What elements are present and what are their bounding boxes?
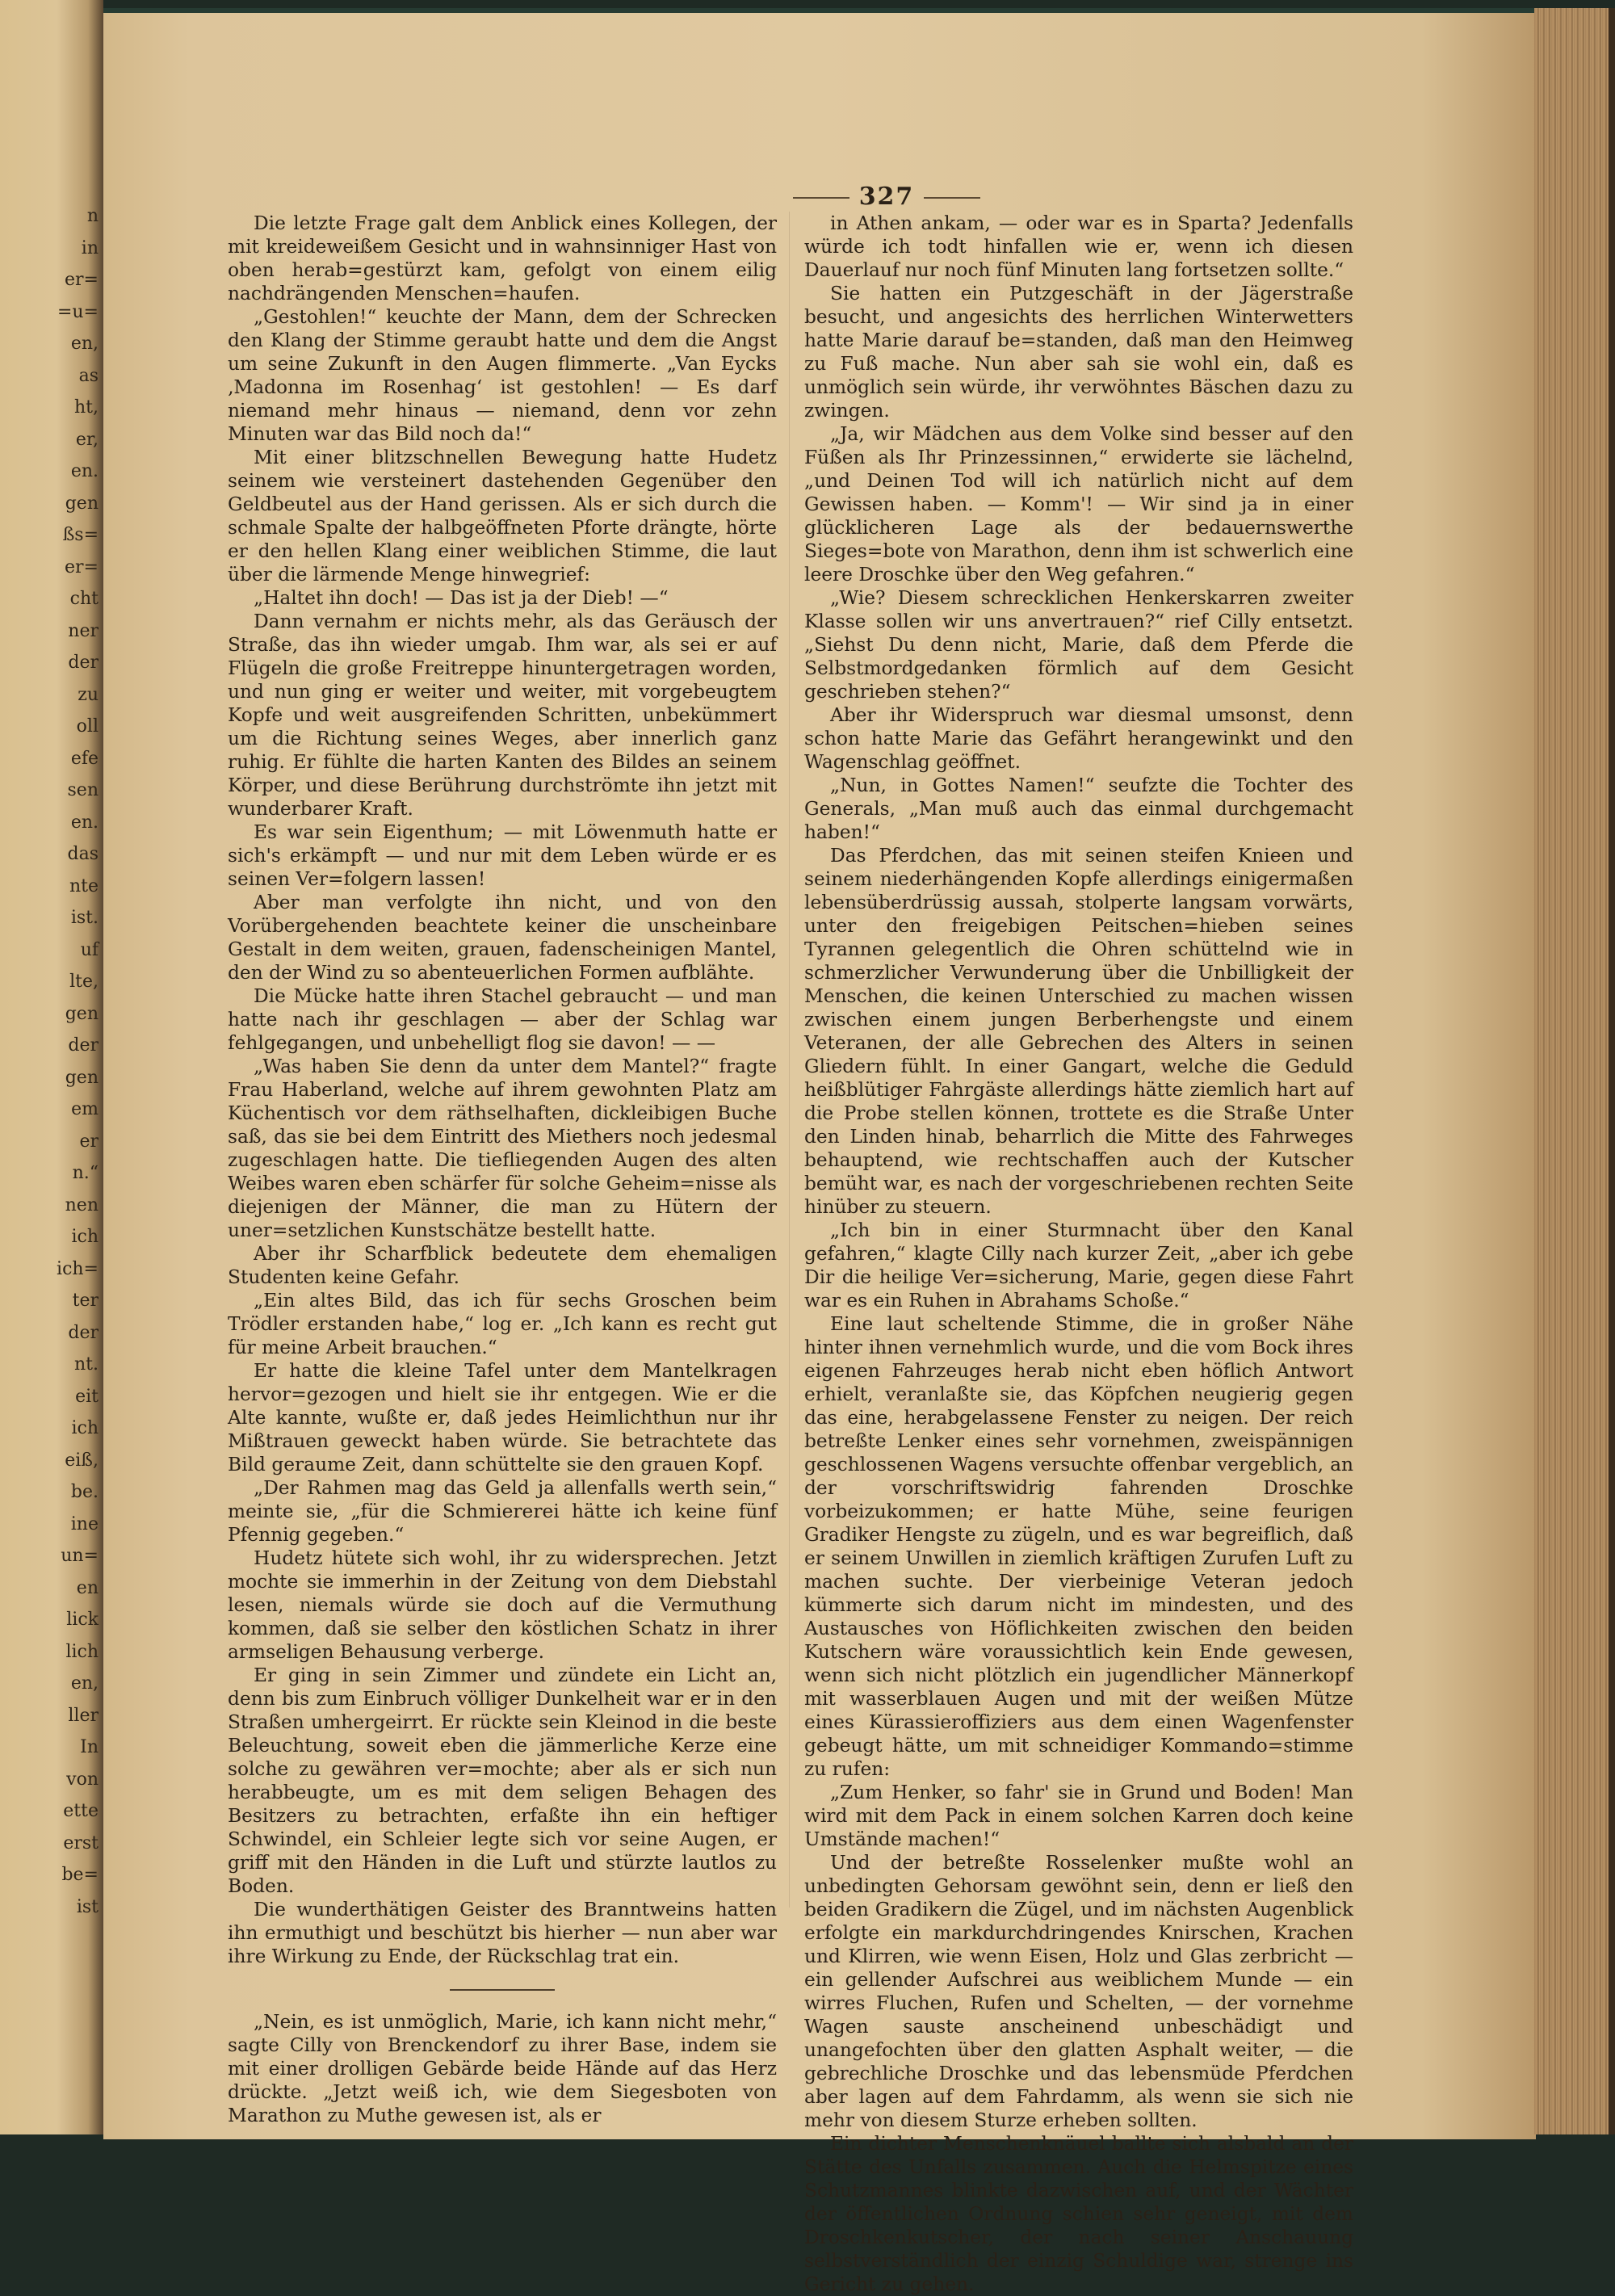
paragraph: Die letzte Frage galt dem Anblick eines Kollegen, der mit kreideweißem Gesicht und in wahnsinniger Hast von oben herab=gestürzt kam, gefolgt von einem eilig nachdrängenden Menschen=haufen. xyxy=(228,212,777,304)
paragraph: „Haltet ihn doch! — Das ist ja der Dieb! —“ xyxy=(254,587,669,609)
book-fore-edge xyxy=(1534,8,1615,2134)
prev-page-fragment: en. xyxy=(70,812,99,833)
prev-page-fragment: n xyxy=(86,206,99,226)
prev-page-fragment: zu xyxy=(78,684,99,705)
header-rule-left xyxy=(793,197,849,199)
paragraph: Mit einer blitzschnellen Bewegung hatte Hudetz seinem wie versteinert dastehenden Gegenüber den Geldbeutel aus der Hand gerissen. Als er sich durch die schmale Spalte der halbgeöffneten Pforte drängte, hörte er den hellen Klang einer weiblichen Stimme, die laut über die lärmende Menge hinwegrief: xyxy=(228,447,777,586)
paragraph: in Athen ankam, — oder war es in Sparta? Jedenfalls würde ich todt hinfallen wie er, wenn ich diesen Dauerlauf nur noch fünf Minuten lang fortsetzen sollte.“ xyxy=(804,212,1353,281)
paragraph: Die wunderthätigen Geister des Branntweins hatten ihn ermuthigt und beschützt bis hierher — nun aber war ihre Wirkung zu Ende, der Rückschlag trat ein. xyxy=(228,1899,777,1967)
prev-page-fragment: eit xyxy=(75,1386,99,1407)
page-number: 327 xyxy=(858,183,915,211)
prev-page-fragment: ich= xyxy=(57,1258,99,1279)
paragraph: Aber man verfolgte ihn nicht, und von den Vorübergehenden beachtete keiner die unscheinbare Gestalt in dem weiten, grauen, fadenscheinigen Mantel, den der Wind zu so abenteuerlichen Formen aufblähte. xyxy=(228,892,777,984)
paragraph: Aber ihr Widerspruch war diesmal umsonst, denn schon hatte Marie das Gefährt herangewinkt und den Wagenschlag geöffnet. xyxy=(804,704,1353,773)
prev-page-fragment: ine xyxy=(70,1513,99,1534)
paragraph: „Nun, in Gottes Namen!“ seufzte die Tochter des Generals, „Man muß auch das einmal durchgemacht haben!“ xyxy=(804,774,1353,843)
prev-page-fragment: nt. xyxy=(73,1354,99,1375)
prev-page-fragment: ist. xyxy=(70,908,99,928)
prev-page-fragment: eiß, xyxy=(65,1450,99,1471)
paragraph: Eine laut scheltende Stimme, die in großer Nähe hinter ihnen vernehmlich wurde, und die vom Bock ihres eigenen Fahrzeuges herab nicht eben höflich Antwort erhielt, veranlaßte sie, das Köpfchen neugierig gegen das eine, herabgelassene Fenster zu neigen. Der reich betreßte Lenker eines sehr vornehmen, zweispännigen geschlossenen Wagens versuchte offenbar vergeblich, an der vorschriftswidrig fahrenden Droschke vorbeizukommen; er hatte Mühe, seine feurigen Gradiker Hengste zu zügeln, und es war begreiflich, daß er seinem Unwillen in ziemlich kräftigen Zurufen Luft zu machen suchte. Der vierbeinige Veteran jedoch kümmerte sich darum nicht im mindesten, und des Austausches von Höflichkeiten zwischen den beiden Kutschern wäre voraussichtlich kein Ende gewesen, wenn sich nicht plötzlich ein jugendlicher Männerkopf mit wasserblauen Augen und mit der weißen Mütze eines Kürassieroffiziers aus dem einen Wagenfenster gebeugt hätte, um mit schneidiger Kommando=stimme zu rufen: xyxy=(804,1313,1353,1780)
prev-page-fragment: er xyxy=(79,1131,99,1152)
prev-page-fragment: nte xyxy=(69,875,99,896)
prev-page-fragment: von xyxy=(66,1769,99,1790)
prev-page-fragment: ner xyxy=(68,620,99,641)
prev-page-fragment: der xyxy=(68,1322,99,1343)
prev-page-fragment: uf xyxy=(80,939,99,960)
prev-page-fragment: =u= xyxy=(57,301,99,322)
paragraph: „Was haben Sie denn da unter dem Mantel?“ fragte Frau Haberland, welche auf ihrem gewohnten Platz am Küchentisch vor dem räthselhaften, dickleibigen Buche saß, das sie bei dem Eintritt des Miethers noch jedesmal zugeschlagen hatte. Die tiefliegenden Augen des alten Weibes waren eben schärfer für solche Geheim=nisse als diejenigen der Männer, die man zu Hütern der uner=setzlichen Kunstschätze bestellt hatte. xyxy=(228,1056,777,1241)
prev-page-fragment: das xyxy=(67,844,99,864)
paragraph: „Ich bin in einer Sturmnacht über den Kanal gefahren,“ klagte Cilly nach kurzer Zeit, „aber ich gebe Dir die heilige Ver=sicherung, Marie, gegen diese Fahrt war es ein Ruhen in Abrahams Schoße.“ xyxy=(804,1219,1353,1312)
prev-page-fragment: en. xyxy=(70,461,99,481)
prev-page-fragment: lick xyxy=(66,1610,99,1630)
prev-page-fragment: der xyxy=(68,653,99,673)
prev-page-fragment: ich xyxy=(71,1227,99,1247)
prev-page-fragment: lich xyxy=(65,1641,99,1662)
prev-page-fragment: un= xyxy=(61,1546,99,1566)
prev-page-fragment: der xyxy=(68,1035,99,1056)
paragraph: „Nein, es ist unmöglich, Marie, ich kann nicht mehr,“ sagte Cilly von Brenckendorf zu ihrer Base, indem sie mit einer drolligen Gebärde beide Hände auf das Herz drückte. „Jetzt weiß ich, wie dem Siegesboten von Marathon zu Muthe gewesen ist, als er xyxy=(228,2011,777,2126)
paragraph: Er hatte die kleine Tafel unter dem Mantelkragen hervor=gezogen und hielt sie ihr entgegen. Wie er die Alte kannte, wußte er, daß jedes Heimlichthun nur ihr Mißtrauen geweckt haben würde. Sie betrachtete das Bild geraume Zeit, dann schüttelte sie den grauen Kopf. xyxy=(228,1360,777,1475)
prev-page-fragment: en, xyxy=(70,334,99,354)
prev-page-fragment: be. xyxy=(70,1482,99,1502)
paragraph: Es war sein Eigenthum; — mit Löwenmuth hatte er sich's erkämpft — und nur mit dem Leben würde er es seinen Ver=folgern lassen! xyxy=(228,821,777,890)
prev-page-fragment: erst xyxy=(63,1832,99,1853)
prev-page-fragment: ßs= xyxy=(62,525,99,545)
prev-page-fragment: efe xyxy=(70,748,99,769)
prev-page-fragment: ller xyxy=(68,1705,99,1726)
prev-page-fragment: n.“ xyxy=(72,1163,99,1183)
prev-page-fragment: en xyxy=(76,1577,99,1598)
paragraph: „Zum Henker, so fahr' sie in Grund und Boden! Man wird mit dem Pack in einem solchen Karren doch keine Umstände machen!“ xyxy=(804,1782,1353,1850)
paragraph: Und der betreßte Rosselenker mußte wohl an unbedingten Gehorsam gewöhnt sein, denn er ließ den beiden Gradikern die Zügel, und im nächsten Augenblick erfolgte ein markdurchdringendes Knirschen, Krachen und Klirren, wie wenn Eisen, Holz und Glas zerbricht — ein gellender Aufschrei aus weiblichem Munde — ein wirres Fluchen, Rufen und Schelten, — der vornehme Wagen sauste anscheinend unbeschädigt und unangefochten über den glatten Asphalt weiter, — die gebrechliche Droschke und das lebensmüde Pferdchen aber lagen auf dem Fahrdamm, als wenn sie sich nie mehr von diesem Sturze erheben sollten. xyxy=(804,1852,1353,2131)
prev-page-fragment: gen xyxy=(65,493,99,514)
paragraph: Aber ihr Scharfblick bedeutete dem ehemaligen Studenten keine Gefahr. xyxy=(228,1243,777,1288)
prev-page-fragment: gen xyxy=(65,1067,99,1088)
prev-page-fragment: sen xyxy=(67,780,99,800)
section-separator xyxy=(450,1989,555,1991)
prev-page-fragment: ich xyxy=(71,1418,99,1438)
paragraph: Das Pferdchen, das mit seinen steifen Knieen und seinem niederhängenden Kopfe allerdings einigermaßen lebensüberdrüssig aussah, stolperte langsam vorwärts, unter den freigebigen Peitschen=hieben seines Tyrannen gelegentlich die Ohren schüttelnd wie in schmerzlicher Verwunderung über die Unbilligkeit der Menschen, die keinen Unterschied zu machen wissen zwischen einem jungen Berberhengste und einem Veteranen, der alle Gebrechen des Alters in seinen Gliedern fühlt. In einer Gangart, welche die Geduld heißblütiger Fahrgäste allerdings hätte ziemlich hart auf die Probe stellen können, trottete es die Straße Unter den Linden hinab, beharrlich die Mitte des Fahrweges behauptend, wie rechtschaffen auch der Kutscher bemüht war, es nach der vorgeschriebenen rechten Seite hinüber zu steuern. xyxy=(804,845,1353,1218)
prev-page-fragment: lte, xyxy=(69,972,99,992)
text-column-left xyxy=(228,212,777,2127)
prev-page-fragment: en, xyxy=(70,1673,99,1694)
text-column-right xyxy=(804,212,1353,2296)
prev-page-fragment: as xyxy=(78,365,99,386)
paragraph: Ein dichter Menschenknäuel ballte sich alsbald an der Stätte des Unfalls zusammen. Auch die Helmspitze eines Schutzmannes blinkte dazwischen auf, und der Wächter der öffentlichen Ordnung schien sehr geneigt, mit dem Droschkenkutscher, der nach seiner Anschauung selbstverständlich der einzig Schuldige war, strenge ins Gericht zu gehen. xyxy=(804,2133,1353,2295)
paragraph: „Gestohlen!“ keuchte der Mann, dem der Schrecken den Klang der Stimme geraubt hatte und dem die Angst um seine Zukunft in den Augen flimmerte. „Van Eycks ‚Madonna im Rosenhag‘ ist gestohlen! — Es darf niemand mehr hinaus — niemand, denn vor zehn Minuten war das Bild noch da!“ xyxy=(228,306,777,445)
paragraph: Hudetz hütete sich wohl, ihr zu widersprechen. Jetzt mochte sie immerhin in der Zeitung von dem Diebstahl lesen, niemals würde sie doch auf die Vermuthung kommen, daß sie selber den köstlichen Schatz in ihrer armseligen Behausung verberge. xyxy=(228,1547,777,1663)
prev-page-fragment: ht, xyxy=(73,397,99,418)
prev-page-fragment: be= xyxy=(61,1865,99,1885)
prev-page-fragment: ter xyxy=(72,1291,99,1311)
previous-page-edge xyxy=(0,0,103,2134)
paragraph: „Ein altes Bild, das ich für sechs Groschen beim Trödler erstanden habe,“ log er. „Ich kann es recht gut für meine Arbeit brauchen.“ xyxy=(228,1290,777,1358)
prev-page-fragment: er, xyxy=(75,429,99,450)
paragraph: Die Mücke hatte ihren Stachel gebraucht — und man hatte nach ihr geschlagen — aber der Schlag war fehlgegangen, und unbehelligt flog sie davon! — — xyxy=(228,985,777,1054)
paragraph: Sie hatten ein Putzgeschäft in der Jägerstraße besucht, und angesichts des herrlichen Winterwetters hatte Marie darauf be=standen, daß man den Heimweg zu Fuß mache. Nun aber sah sie wohl ein, daß es unmöglich sein würde, ihr verwöhntes Bäschen dazu zu zwingen. xyxy=(804,283,1353,422)
prev-page-fragment: er= xyxy=(65,556,99,577)
page-number-header xyxy=(774,183,1000,211)
prev-page-fragment: em xyxy=(71,1099,99,1119)
header-rule-right xyxy=(924,197,980,199)
paragraph: Dann vernahm er nichts mehr, als das Geräusch der Straße, das ihn wieder umgab. Ihm war, als sei er auf Flügeln die große Freitreppe hinuntergetragen worden, und nun ging er weiter und weiter, mit vorgebeugtem Kopfe und weit ausgreifenden Schritten, unbekümmert um die Richtung seines Weges, aber innerlich ganz ruhig. Er fühlte die harten Kanten des Bildes an seinem Körper, und diese Berührung durchströmte ihn jetzt mit wunderbarer Kraft. xyxy=(228,611,777,820)
paragraph: „Ja, wir Mädchen aus dem Volke sind besser auf den Füßen als Ihr Prinzessinnen,“ erwiderte sie lächelnd, „und Deinen Tod will ich natürlich nicht auf dem Gewissen haben. — Komm'! — Wir sind ja in einer glücklicheren Lage als der bedauernswerthe Sieges=bote von Marathon, denn ihm ist schwerlich eine leere Droschke über den Weg gefahren.“ xyxy=(804,423,1353,586)
prev-page-fragment: oll xyxy=(76,716,99,737)
prev-page-fragment: er= xyxy=(65,270,99,290)
prev-page-fragment: ette xyxy=(63,1801,99,1821)
paragraph: „Wie? Diesem schrecklichen Henkerskarren zweiter Klasse sollen wir uns anvertrauen?“ rief Cilly entsetzt. „Siehst Du denn nicht, Marie, daß dem Pferde die Selbstmordgedanken förmlich auf dem Gesicht geschrieben stehen?“ xyxy=(804,587,1353,703)
prev-page-fragment: in xyxy=(81,237,99,258)
prev-page-fragment: nen xyxy=(65,1194,99,1215)
prev-page-fragment: gen xyxy=(65,1003,99,1024)
prev-page-fragment: ist xyxy=(76,1896,99,1917)
paragraph: Er ging in sein Zimmer und zündete ein Licht an, denn bis zum Einbruch völliger Dunkelheit war er in den Straßen umhergeirrt. Er rückte sein Kleinod in die beste Beleuchtung, soweit eben die jämmerliche Kerze eine solche zu gewähren ver=mochte; aber als er sich nun herabbeugte, um es mit dem seligen Behagen des Besitzers zu betrachten, erfaßte ihn ein heftiger Schwindel, ein Schleier legte sich vor seine Augen, er griff mit den Händen in die Luft und stürzte lautlos zu Boden. xyxy=(228,1664,777,1897)
paragraph: „Der Rahmen mag das Geld ja allenfalls werth sein,“ meinte sie, „für die Schmiererei hätte ich keine fünf Pfennig gegeben.“ xyxy=(228,1477,777,1546)
prev-page-fragment: cht xyxy=(69,589,99,609)
column-divider xyxy=(789,212,790,1908)
prev-page-fragment: In xyxy=(80,1737,99,1757)
